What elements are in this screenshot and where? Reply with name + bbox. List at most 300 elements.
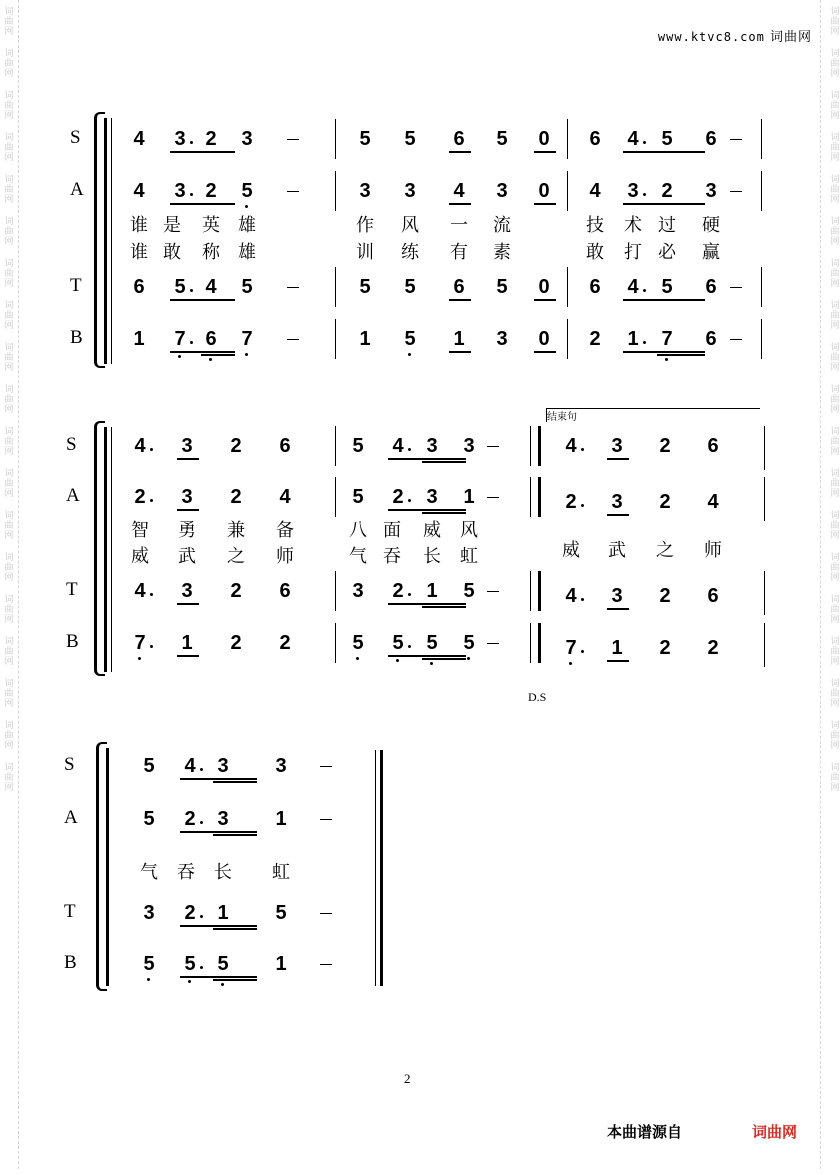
- lyric: 敢: [163, 242, 181, 263]
- note: 3: [463, 435, 475, 457]
- note: 5: [426, 632, 438, 654]
- repeat-thick: [538, 571, 541, 611]
- note: 3: [611, 585, 623, 607]
- note: 5: [143, 808, 155, 830]
- barline: [335, 171, 336, 211]
- watermark-text: 词曲网: [828, 426, 839, 456]
- note: 5: [184, 953, 196, 975]
- lyric: 雄: [238, 242, 256, 263]
- watermark-text: 词曲网: [828, 384, 839, 414]
- watermark-text: 词曲网: [828, 258, 839, 288]
- note: 3: [705, 180, 717, 202]
- note: 5: [661, 128, 673, 150]
- watermark-text: 词曲网: [828, 216, 839, 246]
- underline: [449, 299, 471, 301]
- note: 5: [352, 435, 364, 457]
- note: 5: [241, 180, 253, 202]
- augmentation-dot: [190, 193, 193, 196]
- voice-label: B: [70, 327, 83, 348]
- note: 1: [453, 328, 465, 350]
- underline: [177, 655, 199, 657]
- final-barline-thick: [380, 750, 383, 986]
- augmentation-dot: [581, 504, 584, 507]
- note: 3: [143, 902, 155, 924]
- underline: [170, 299, 204, 301]
- underline: [422, 458, 466, 460]
- lyric: 素: [493, 242, 511, 263]
- watermark-text: 词曲网: [828, 342, 839, 372]
- octave-dot: [467, 657, 470, 660]
- footer-text: 本曲谱源自: [607, 1123, 683, 1141]
- lyric: 训: [356, 242, 374, 263]
- augmentation-dot: [150, 499, 153, 502]
- note: 5: [241, 276, 253, 298]
- octave-dot: [356, 657, 359, 660]
- lyric: 有: [450, 242, 468, 263]
- barline: [567, 267, 568, 307]
- dash: [287, 191, 299, 192]
- note: 7: [134, 632, 146, 654]
- octave-dot: [665, 358, 668, 361]
- note: 1: [217, 902, 229, 924]
- lyric: 过: [658, 215, 676, 236]
- watermark-text: 词曲网: [2, 6, 13, 36]
- header-site: [658, 26, 812, 45]
- note: 5: [661, 276, 673, 298]
- note: 2: [659, 491, 671, 513]
- underline: [213, 834, 257, 836]
- note: 1: [275, 808, 287, 830]
- augmentation-dot: [408, 448, 411, 451]
- underline: [213, 979, 257, 981]
- voice-label: T: [66, 579, 78, 600]
- dash: [730, 139, 742, 140]
- note: 4: [134, 435, 146, 457]
- lyric: 长: [214, 862, 232, 883]
- octave-dot: [209, 358, 212, 361]
- note: 6: [705, 128, 717, 150]
- note: 5: [392, 632, 404, 654]
- augmentation-dot: [408, 593, 411, 596]
- watermark-text: 词曲网: [2, 762, 13, 792]
- augmentation-dot: [643, 141, 646, 144]
- underline: [177, 458, 199, 460]
- watermark-text: 词曲网: [2, 90, 13, 120]
- ending-bracket: [546, 408, 760, 409]
- underline: [213, 831, 257, 833]
- watermark-text: 词曲网: [2, 174, 13, 204]
- underline: [201, 354, 235, 356]
- note: 1: [359, 328, 371, 350]
- note: 2: [205, 128, 217, 150]
- underline: [607, 608, 629, 610]
- note: 6: [707, 435, 719, 457]
- note: 3: [496, 180, 508, 202]
- note: 6: [589, 276, 601, 298]
- barline: [335, 426, 336, 466]
- note: 5: [404, 128, 416, 150]
- note: 4: [453, 180, 465, 202]
- system-start-line: [104, 118, 107, 364]
- note: 3: [217, 808, 229, 830]
- note: 5: [174, 276, 186, 298]
- underline: [607, 660, 629, 662]
- note: 2: [230, 435, 242, 457]
- note: 4: [589, 180, 601, 202]
- note: 4: [565, 435, 577, 457]
- dash: [730, 287, 742, 288]
- barline: [567, 119, 568, 159]
- note: 5: [496, 276, 508, 298]
- lyric: 吞: [177, 862, 195, 883]
- footer-brand-link[interactable]: 词曲网: [752, 1123, 798, 1141]
- watermark-text: 词曲网: [828, 174, 839, 204]
- lyric: 赢: [702, 242, 720, 263]
- watermark-text: 词曲网: [2, 48, 13, 78]
- watermark-text: 词曲网: [2, 342, 13, 372]
- note: 4: [205, 276, 217, 298]
- note: 6: [453, 276, 465, 298]
- lyric: 称: [202, 242, 220, 263]
- underline: [534, 203, 556, 205]
- note: 5: [352, 632, 364, 654]
- barline: [335, 267, 336, 307]
- lyric: 是: [163, 215, 181, 236]
- lyric: 兼: [227, 520, 245, 541]
- underline: [657, 351, 705, 353]
- underline: [422, 655, 466, 657]
- watermark-text: 词曲网: [828, 636, 839, 666]
- augmentation-dot: [643, 341, 646, 344]
- note: 2: [392, 580, 404, 602]
- system-start-thin: [111, 427, 112, 672]
- note: 1: [426, 580, 438, 602]
- lyric: 技: [586, 215, 604, 236]
- watermark-text: 词曲网: [828, 468, 839, 498]
- repeat-line: [530, 623, 531, 663]
- underline: [422, 509, 466, 511]
- dash: [320, 819, 332, 820]
- system-start-line: [106, 748, 109, 986]
- lyric: 虹: [272, 862, 290, 883]
- lyric: 气: [349, 546, 367, 567]
- underline: [213, 925, 257, 927]
- dash: [730, 191, 742, 192]
- barline: [764, 426, 765, 470]
- underline: [422, 658, 466, 660]
- note: 2: [230, 632, 242, 654]
- note: 2: [707, 637, 719, 659]
- note: 6: [279, 580, 291, 602]
- lyric: 威: [423, 520, 441, 541]
- dash: [487, 446, 499, 447]
- underline: [201, 203, 235, 205]
- note: 6: [133, 276, 145, 298]
- barline: [764, 623, 765, 667]
- lyric: 师: [704, 540, 722, 561]
- voice-label: B: [66, 631, 79, 652]
- note: 3: [275, 755, 287, 777]
- lyric: 打: [624, 242, 642, 263]
- lyric: 练: [401, 242, 419, 263]
- left-margin-line: [18, 0, 20, 1169]
- voice-label: A: [64, 807, 78, 828]
- watermark-text: 词曲网: [2, 594, 13, 624]
- note: 1: [275, 953, 287, 975]
- lyric: 风: [401, 215, 419, 236]
- octave-dot: [147, 978, 150, 981]
- barline: [335, 623, 336, 663]
- watermark-text: 词曲网: [2, 510, 13, 540]
- watermark-text: 词曲网: [828, 90, 839, 120]
- watermark-text: 词曲网: [828, 48, 839, 78]
- dash: [287, 339, 299, 340]
- dash: [287, 139, 299, 140]
- octave-dot: [178, 355, 181, 358]
- underline: [177, 603, 199, 605]
- barline: [335, 571, 336, 611]
- augmentation-dot: [200, 821, 203, 824]
- note: 3: [181, 435, 193, 457]
- underline: [213, 778, 257, 780]
- octave-dot: [430, 662, 433, 665]
- note: 3: [217, 755, 229, 777]
- underline: [657, 151, 705, 153]
- augmentation-dot: [200, 768, 203, 771]
- augmentation-dot: [581, 650, 584, 653]
- lyric: 之: [227, 546, 245, 567]
- note: 0: [538, 328, 550, 350]
- note: 4: [627, 128, 639, 150]
- note: 6: [705, 328, 717, 350]
- watermark-text: 词曲网: [2, 720, 13, 750]
- lyric: 谁: [130, 242, 148, 263]
- underline: [422, 606, 466, 608]
- note: 2: [279, 632, 291, 654]
- note: 5: [352, 486, 364, 508]
- note: 1: [133, 328, 145, 350]
- note: 5: [275, 902, 287, 924]
- underline: [607, 458, 629, 460]
- note: 1: [611, 637, 623, 659]
- watermark-text: 词曲网: [2, 384, 13, 414]
- octave-dot: [188, 980, 191, 983]
- note: 6: [279, 435, 291, 457]
- repeat-thick: [538, 623, 541, 663]
- note: 2: [659, 585, 671, 607]
- note: 1: [181, 632, 193, 654]
- underline: [449, 151, 471, 153]
- augmentation-dot: [581, 598, 584, 601]
- repeat-line: [530, 426, 531, 466]
- note: 2: [205, 180, 217, 202]
- note: 4: [184, 755, 196, 777]
- note: 3: [181, 580, 193, 602]
- final-barline-thin: [375, 750, 376, 986]
- lyric: 英: [202, 215, 220, 236]
- note: 3: [611, 435, 623, 457]
- repeat-thick: [538, 477, 541, 517]
- note: 1: [627, 328, 639, 350]
- underline: [213, 781, 257, 783]
- ending-label: 结束句: [547, 412, 577, 423]
- lyric: 吞: [383, 546, 401, 567]
- underline: [607, 514, 629, 516]
- note: 3: [181, 486, 193, 508]
- note: 2: [134, 486, 146, 508]
- lyric: 谁: [130, 215, 148, 236]
- note: 2: [659, 435, 671, 457]
- note: 5: [359, 276, 371, 298]
- lyric: 武: [608, 540, 626, 561]
- barline: [764, 571, 765, 615]
- augmentation-dot: [190, 141, 193, 144]
- dash: [487, 643, 499, 644]
- watermark-text: 词曲网: [828, 510, 839, 540]
- note: 6: [453, 128, 465, 150]
- watermark-text: 词曲网: [2, 552, 13, 582]
- note: 2: [184, 808, 196, 830]
- augmentation-dot: [643, 289, 646, 292]
- octave-dot: [396, 659, 399, 662]
- right-watermark: [826, 0, 840, 1175]
- barline: [761, 319, 762, 359]
- watermark-text: 词曲网: [2, 678, 13, 708]
- augmentation-dot: [581, 448, 584, 451]
- augmentation-dot: [200, 966, 203, 969]
- underline: [201, 151, 235, 153]
- note: 6: [705, 276, 717, 298]
- lyric: 术: [624, 215, 642, 236]
- note: 6: [205, 328, 217, 350]
- augmentation-dot: [150, 593, 153, 596]
- note: 4: [707, 491, 719, 513]
- repeat-line: [530, 477, 531, 517]
- augmentation-dot: [150, 645, 153, 648]
- system-start-line: [104, 427, 107, 672]
- note: 3: [174, 180, 186, 202]
- watermark-text: 词曲网: [828, 300, 839, 330]
- system-start-thin: [111, 118, 112, 364]
- augmentation-dot: [408, 645, 411, 648]
- barline: [335, 319, 336, 359]
- note: 3: [404, 180, 416, 202]
- dash: [487, 497, 499, 498]
- note: 4: [392, 435, 404, 457]
- underline: [213, 976, 257, 978]
- dash: [487, 591, 499, 592]
- watermark-text: 词曲网: [828, 552, 839, 582]
- note: 0: [538, 276, 550, 298]
- voice-label: B: [64, 952, 77, 973]
- watermark-text: 词曲网: [828, 720, 839, 750]
- header-host: www.ktvc8.com: [657, 30, 765, 44]
- augmentation-dot: [190, 341, 193, 344]
- lyric: 勇: [178, 520, 196, 541]
- note: 2: [230, 580, 242, 602]
- note: 4: [134, 580, 146, 602]
- underline: [170, 151, 204, 153]
- note: 3: [241, 128, 253, 150]
- lyric: 硬: [702, 215, 720, 236]
- note: 3: [611, 491, 623, 513]
- voice-label: A: [70, 179, 84, 200]
- lyric: 威: [131, 546, 149, 567]
- note: 5: [463, 632, 475, 654]
- watermark-text: 词曲网: [2, 300, 13, 330]
- octave-dot: [245, 205, 248, 208]
- lyric: 必: [658, 242, 676, 263]
- voice-label: A: [66, 485, 80, 506]
- dash: [287, 287, 299, 288]
- underline: [657, 299, 705, 301]
- barline: [764, 477, 765, 521]
- note: 5: [143, 755, 155, 777]
- underline: [201, 299, 235, 301]
- dash: [730, 339, 742, 340]
- left-watermark: [0, 0, 14, 1175]
- lyric: 威: [562, 540, 580, 561]
- note: 2: [659, 637, 671, 659]
- underline: [657, 354, 705, 356]
- note: 6: [707, 585, 719, 607]
- lyric: 一: [450, 215, 468, 236]
- note: 2: [661, 180, 673, 202]
- note: 4: [279, 486, 291, 508]
- watermark-text: 词曲网: [2, 426, 13, 456]
- octave-dot: [408, 353, 411, 356]
- note: 5: [143, 953, 155, 975]
- note: 2: [589, 328, 601, 350]
- barline: [567, 319, 568, 359]
- octave-dot: [245, 353, 248, 356]
- note: 3: [426, 486, 438, 508]
- barline: [761, 267, 762, 307]
- repeat-thick: [538, 426, 541, 466]
- augmentation-dot: [408, 499, 411, 502]
- barline: [761, 119, 762, 159]
- note: 6: [589, 128, 601, 150]
- note: 5: [496, 128, 508, 150]
- note: 4: [133, 180, 145, 202]
- note: 7: [241, 328, 253, 350]
- octave-dot: [138, 657, 141, 660]
- watermark-text: 词曲网: [2, 216, 13, 246]
- lyric: 师: [276, 546, 294, 567]
- octave-dot: [569, 662, 572, 665]
- watermark-text: 词曲网: [2, 132, 13, 162]
- underline: [170, 203, 204, 205]
- underline: [449, 351, 471, 353]
- lyric: 虹: [460, 546, 478, 567]
- underline: [657, 203, 705, 205]
- watermark-text: 词曲网: [828, 678, 839, 708]
- note: 5: [463, 580, 475, 602]
- lyric: 智: [131, 520, 149, 541]
- voice-label: S: [66, 434, 77, 455]
- note: 2: [565, 491, 577, 513]
- note: 7: [661, 328, 673, 350]
- note: 7: [565, 637, 577, 659]
- note: 2: [392, 486, 404, 508]
- lyric: 之: [656, 540, 674, 561]
- note: 5: [404, 276, 416, 298]
- note: 5: [217, 953, 229, 975]
- watermark-text: 词曲网: [828, 762, 839, 792]
- note: 3: [426, 435, 438, 457]
- underline: [422, 512, 466, 514]
- barline: [761, 171, 762, 211]
